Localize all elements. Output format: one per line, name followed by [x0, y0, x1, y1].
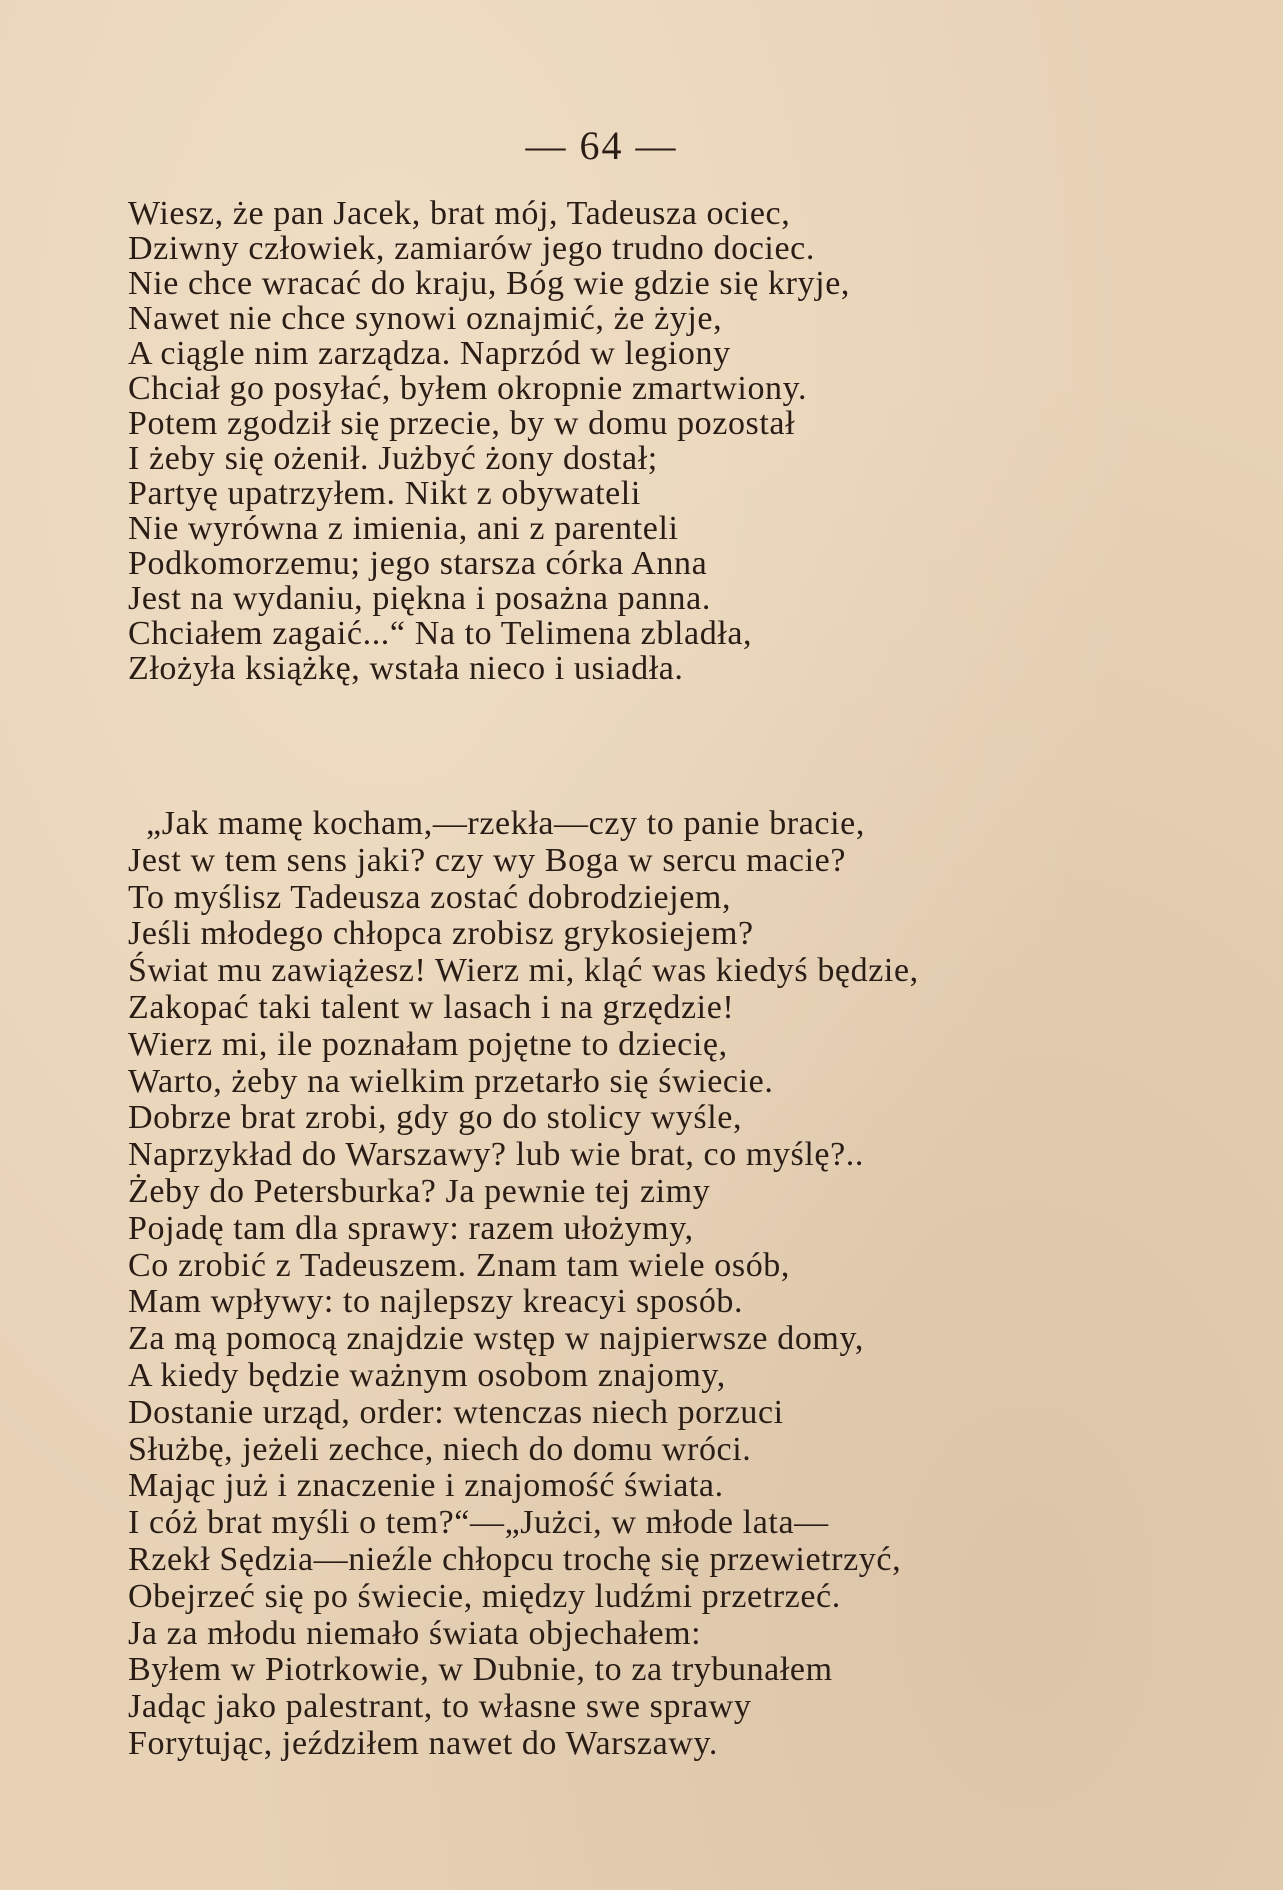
verse-line: Mam wpływy: to najlepszy kreacyi sposób. — [128, 1283, 744, 1321]
verse-line: Jadąc jako palestrant, to własne swe sprawy — [128, 1688, 752, 1726]
verse-line: Co zrobić z Tadeuszem. Znam tam wiele osób, — [128, 1246, 790, 1284]
verse-line: Warto, żeby na wielkim przetarło się świecie. — [128, 1062, 774, 1100]
verse-line: A ciągle nim zarządza. Naprzód w legiony — [128, 335, 731, 372]
verse-line: Służbę, jeżeli zechce, niech do domu wróci. — [128, 1430, 752, 1468]
verse-line: Nawet nie chce synowi oznajmić, że żyje, — [128, 300, 723, 337]
verse-line: Zakopać taki talent w lasach i na grzędzie! — [128, 988, 735, 1026]
verse-line: To myślisz Tadeusza zostać dobrodziejem, — [128, 878, 732, 916]
verse-line: Nie chce wracać do kraju, Bóg wie gdzie się kryje, — [128, 265, 850, 302]
verse-line: Rzekł Sędzia—nieźle chłopcu trochę się przewietrzyć, — [128, 1540, 902, 1578]
verse-line: Dostanie urząd, order: wtenczas niech porzuci — [128, 1393, 784, 1431]
verse-line: Świat mu zawiążesz! Wierz mi, kląć was kiedyś będzie, — [128, 952, 919, 990]
verse-line: Partyę upatrzyłem. Nikt z obywateli — [128, 475, 641, 512]
verse-line: A kiedy będzie ważnym osobom znajomy, — [128, 1356, 726, 1394]
verse-line: Mając już i znaczenie i znajomość świata. — [128, 1467, 724, 1505]
verse-line: „Jak mamę kocham,—rzekła—czy to panie bracie, — [146, 805, 865, 842]
verse-line: Forytując, jeździłem nawet do Warszawy. — [128, 1724, 718, 1762]
verse-line: Ja za młodu niemało świata objechałem: — [128, 1614, 702, 1652]
verse-line: Chciałem zagaić...“ Na to Telimena zbladła, — [128, 615, 753, 652]
verse-line: Byłem w Piotrkowie, w Dubnie, to za trybunałem — [128, 1651, 833, 1689]
verse-line: Obejrzeć się po świecie, między ludźmi przetrzeć. — [128, 1577, 841, 1615]
verse-line: Jest na wydaniu, piękna i posażna panna. — [128, 580, 711, 617]
verse-line: Podkomorzemu; jego starsza córka Anna — [128, 545, 708, 582]
verse-line: Potem zgodził się przecie, by w domu pozostał — [128, 405, 796, 442]
verse-line: Złożyła książkę, wstała nieco i usiadła. — [128, 650, 684, 687]
verse-line: Naprzykład do Warszawy? lub wie brat, co myślę?.. — [128, 1136, 865, 1174]
verse-line: I cóż brat myśli o tem?“—„Jużci, w młode lata— — [128, 1504, 829, 1542]
verse-line: Nie wyrówna z imienia, ani z parenteli — [128, 510, 679, 547]
verse-line: Wiesz, że pan Jacek, brat mój, Tadeusza ociec, — [128, 195, 791, 232]
stanza-1 — [128, 196, 1248, 686]
page-number: — 64 — — [525, 123, 678, 168]
verse-line: Dziwny człowiek, zamiarów jego trudno dociec. — [128, 230, 815, 267]
verse-line: Wierz mi, ile poznałam pojętne to dziecię, — [128, 1025, 728, 1063]
stanza-2 — [128, 806, 1248, 1763]
verse-line: Dobrze brat zrobi, gdy go do stolicy wyśle, — [128, 1099, 743, 1137]
verse-line: Żeby do Petersburka? Ja pewnie tej zimy — [128, 1172, 711, 1210]
verse-line: Za mą pomocą znajdzie wstęp w najpierwsze domy, — [128, 1320, 864, 1358]
verse-line: I żeby się ożenił. Jużbyć żony dostał; — [128, 440, 658, 477]
verse-line: Pojadę tam dla sprawy: razem ułożymy, — [128, 1209, 694, 1247]
verse-line: Jest w tem sens jaki? czy wy Boga w sercu macie? — [128, 841, 847, 879]
verse-line: Chciał go posyłać, byłem okropnie zmartwiony. — [128, 370, 808, 407]
verse-line: Jeśli młodego chłopca zrobisz grykosiejem? — [128, 915, 754, 953]
